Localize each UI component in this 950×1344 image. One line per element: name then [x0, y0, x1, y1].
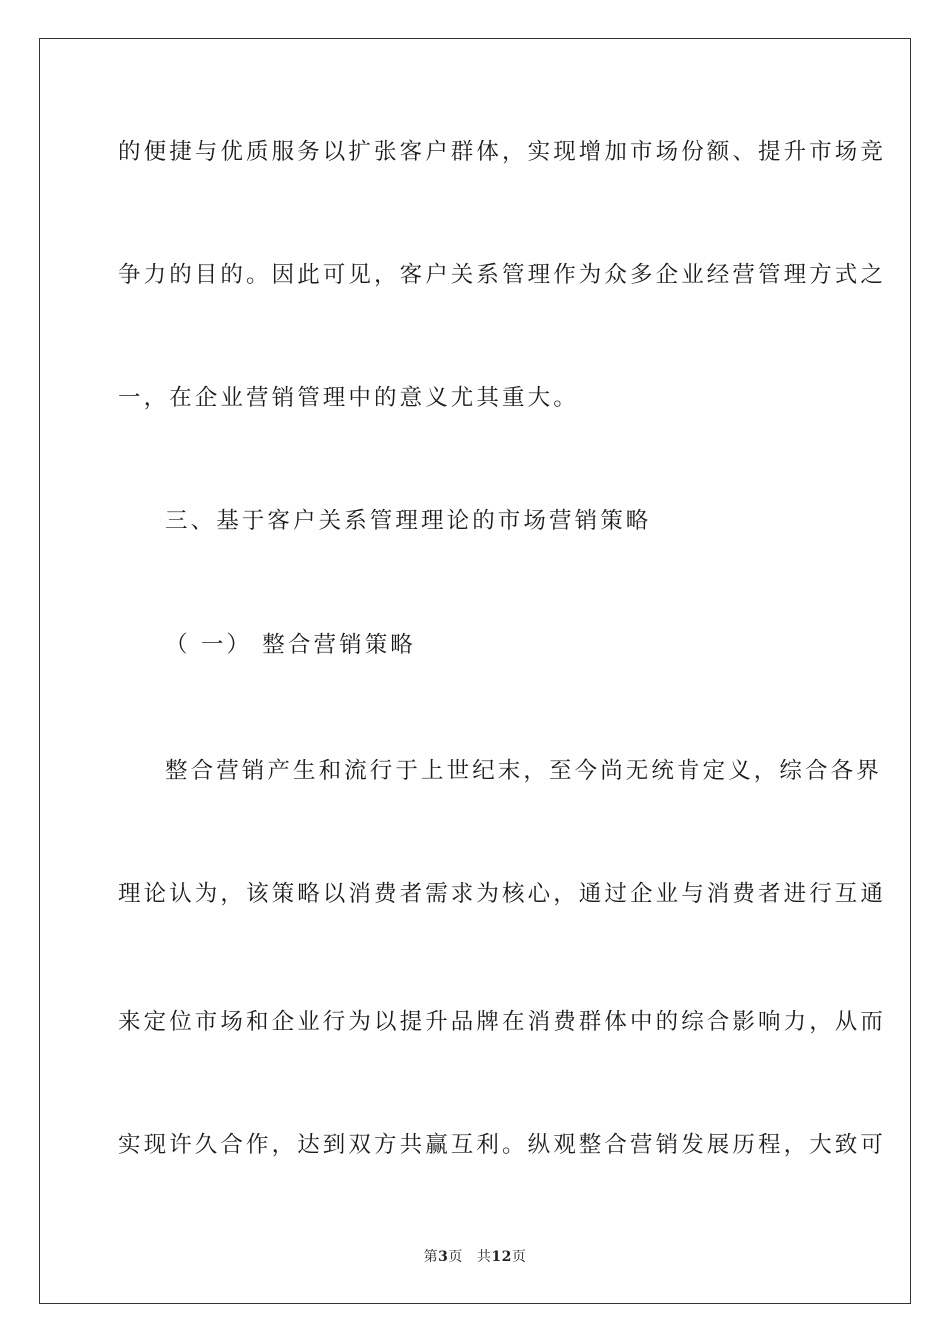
body-paragraph-line: 实现许久合作，达到双方共赢互利。纵观整合营销发展历程，大致可	[118, 1132, 887, 1158]
section-heading: 三、基于客户关系管理理论的市场营销策略	[165, 508, 652, 534]
subsection-heading: （ 一） 整合营销策略	[165, 632, 416, 658]
body-paragraph-line: 争力的目的。因此可见，客户关系管理作为众多企业经营管理方式之	[118, 262, 887, 288]
body-paragraph-line: 来定位市场和企业行为以提升品牌在消费群体中的综合影响力，从而	[118, 1009, 887, 1035]
page-number: 第3页	[423, 1249, 463, 1265]
page-border	[39, 38, 911, 1304]
page-footer	[0, 1248, 950, 1266]
body-paragraph-line: 的便捷与优质服务以扩张客户群体，实现增加市场份额、提升市场竞	[118, 139, 887, 165]
body-paragraph-line: 一，在企业营销管理中的意义尤其重大。	[118, 385, 579, 411]
body-paragraph-line: 整合营销产生和流行于上世纪末，至今尚无统肯定义，综合各界	[165, 758, 882, 784]
page-total: 共12页	[476, 1249, 527, 1265]
body-paragraph-line: 理论认为，该策略以消费者需求为核心，通过企业与消费者进行互通	[118, 881, 887, 907]
